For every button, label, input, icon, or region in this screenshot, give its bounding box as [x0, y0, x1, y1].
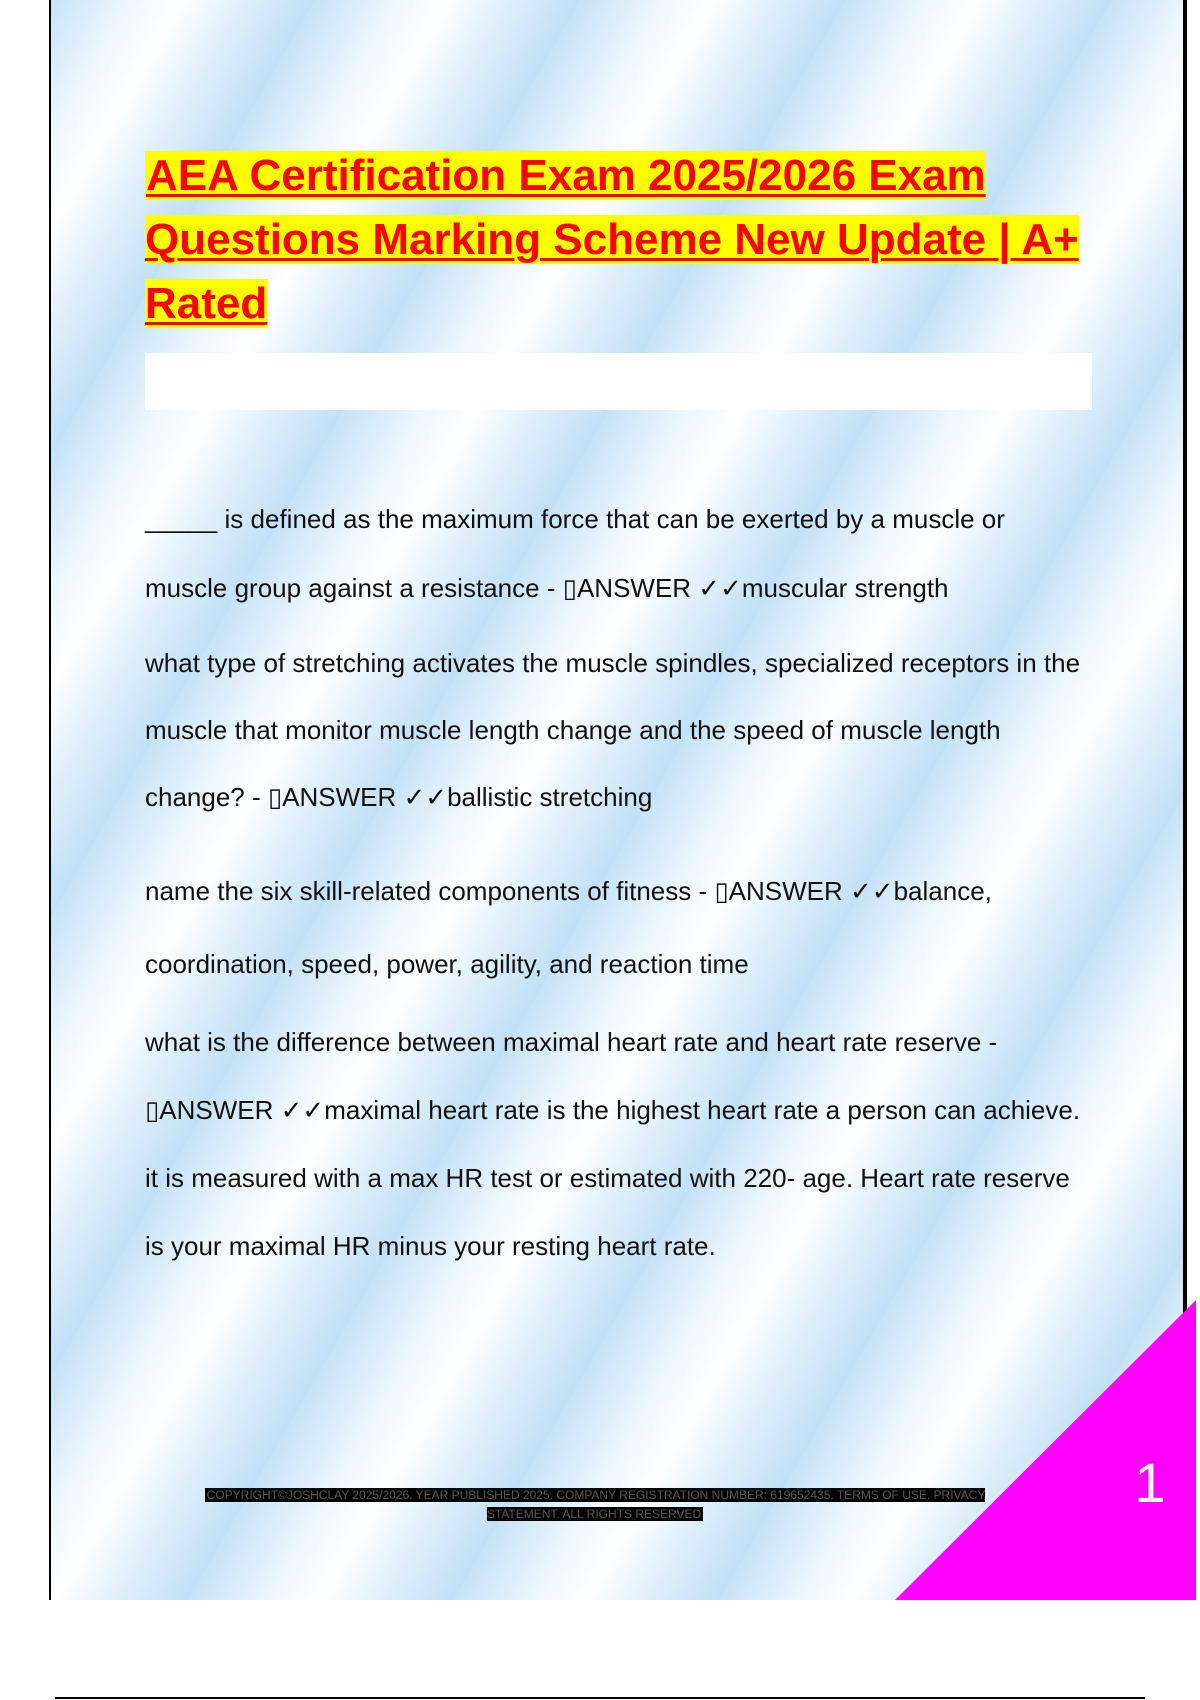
- qa-item-1: _____ is defined as the maximum force that can be exerted by a muscle or muscle group against a resistance - ▯ANSWER ✓✓muscular strength: [145, 504, 1005, 603]
- blank-band: [145, 353, 1092, 410]
- page-number: 1: [1134, 1451, 1166, 1514]
- bottom-rule: [55, 1697, 1145, 1699]
- document-title: [145, 144, 1085, 336]
- qa-item-3: name the six skill-related components of fitness - ▯ANSWER ✓✓balance, coordination, speed, power, agility, and reaction time: [145, 876, 992, 979]
- qa-item-4: what is the difference between maximal heart rate and heart rate reserve - ▯ANSWER ✓✓maximal heart rate is the highest heart rate a person can achieve. it is measured with a max HR test or estimated with 220- age. Heart rate reserve is your maximal HR minus your resting heart rate.: [145, 1027, 1081, 1261]
- qa-item-2: what type of stretching activates the muscle spindles, specialized receptors in the muscle that monitor muscle length change and the speed of muscle length change? - ▯ANSWER ✓✓ballistic stretching: [145, 648, 1081, 812]
- title-text: AEA Certification Exam 2025/2026 Exam Questions Marking Scheme New Update | A+ Rated: [145, 151, 1079, 328]
- left-border: [49, 0, 51, 1600]
- copyright-footer: [175, 1486, 1015, 1524]
- copyright-text: COPYRIGHT©JOSHCLAY 2025/2026. YEAR PUBLISHED 2025. COMPANY REGISTRATION NUMBER: 619652435. TERMS OF USE. PRIVACY STATEMENT. ALL RIGHTS RESERVED: [206, 1488, 986, 1521]
